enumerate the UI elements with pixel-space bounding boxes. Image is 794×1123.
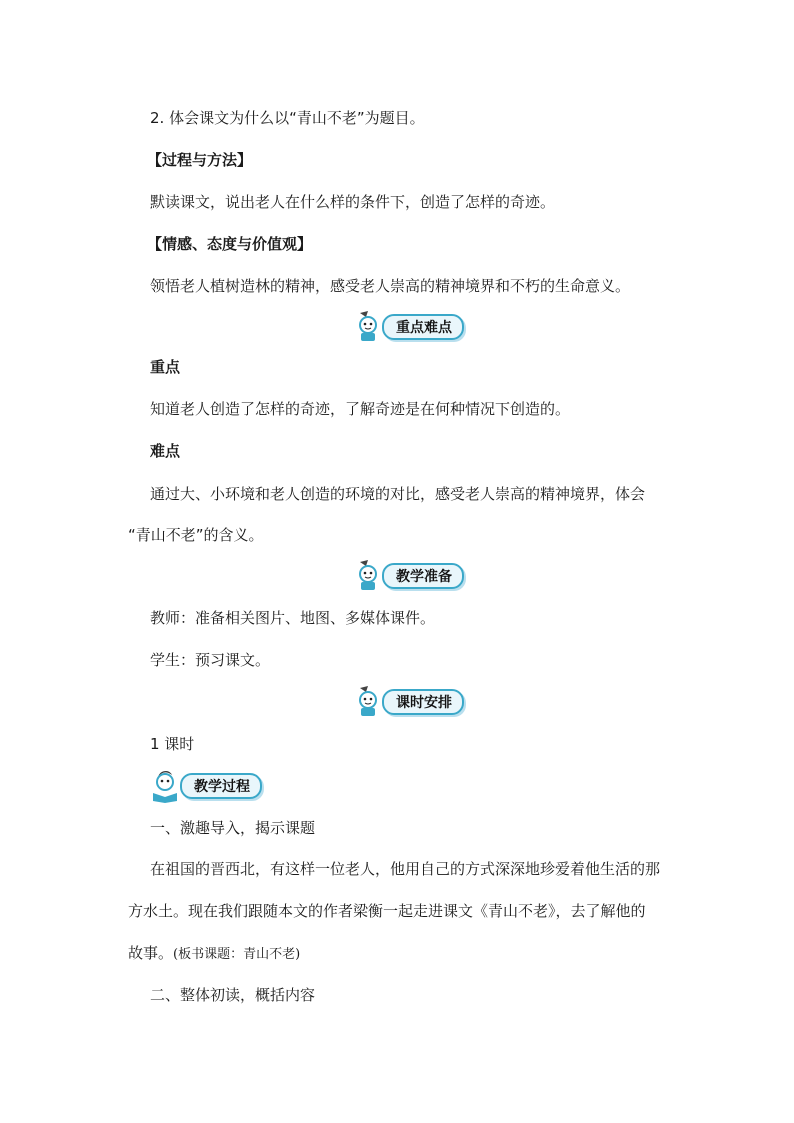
badge-schedule-label: 课时安排	[382, 689, 464, 715]
badge-process	[150, 772, 262, 800]
student-prep: 学生：预习课文。	[150, 651, 271, 669]
para-1-line-2: 方水土。现在我们跟随本文的作者梁衡一起走进课文《青山不老》，去了解他的	[128, 902, 646, 920]
mascot-icon	[354, 311, 388, 343]
section-1-heading: 一、激趣导入，揭示课题	[150, 819, 316, 837]
para-1-line-1: 在祖国的晋西北，有这样一位老人，他用自己的方式深深地珍爱着他生活的那	[150, 860, 661, 878]
para-1-line-3-text: 故事。	[128, 944, 174, 962]
badge-process-label: 教学过程	[180, 773, 262, 799]
emotion-text: 领悟老人植树造林的精神，感受老人崇高的精神境界和不朽的生命意义。	[150, 277, 631, 295]
blackboard-note: (板书课题：青山不老)	[173, 947, 301, 962]
mascot-icon	[354, 686, 388, 718]
schedule-text: 1 课时	[150, 735, 195, 753]
difficult-label: 难点	[150, 442, 181, 460]
objective-2: 2. 体会课文为什么以“青山不老”为题目。	[150, 109, 425, 127]
badge-key-points-label: 重点难点	[382, 314, 464, 340]
badge-preparation	[354, 562, 464, 590]
difficult-text-2: “青山不老”的含义。	[128, 526, 264, 544]
para-1-line-3	[128, 943, 300, 965]
badge-key-points	[354, 313, 464, 341]
student-reading-icon	[150, 769, 186, 803]
mascot-icon	[354, 560, 388, 592]
teacher-prep: 教师：准备相关图片、地图、多媒体课件。	[150, 609, 436, 627]
process-heading: 【过程与方法】	[147, 151, 253, 169]
emotion-heading: 【情感、态度与价值观】	[147, 235, 313, 253]
section-2-heading: 二、整体初读，概括内容	[150, 986, 316, 1004]
key-text: 知道老人创造了怎样的奇迹，了解奇迹是在何种情况下创造的。	[150, 400, 571, 418]
badge-schedule	[354, 688, 464, 716]
process-text: 默读课文，说出老人在什么样的条件下，创造了怎样的奇迹。	[150, 193, 556, 211]
difficult-text-1: 通过大、小环境和老人创造的环境的对比，感受老人崇高的精神境界，体会	[150, 485, 646, 503]
badge-preparation-label: 教学准备	[382, 563, 464, 589]
key-label: 重点	[150, 358, 181, 376]
